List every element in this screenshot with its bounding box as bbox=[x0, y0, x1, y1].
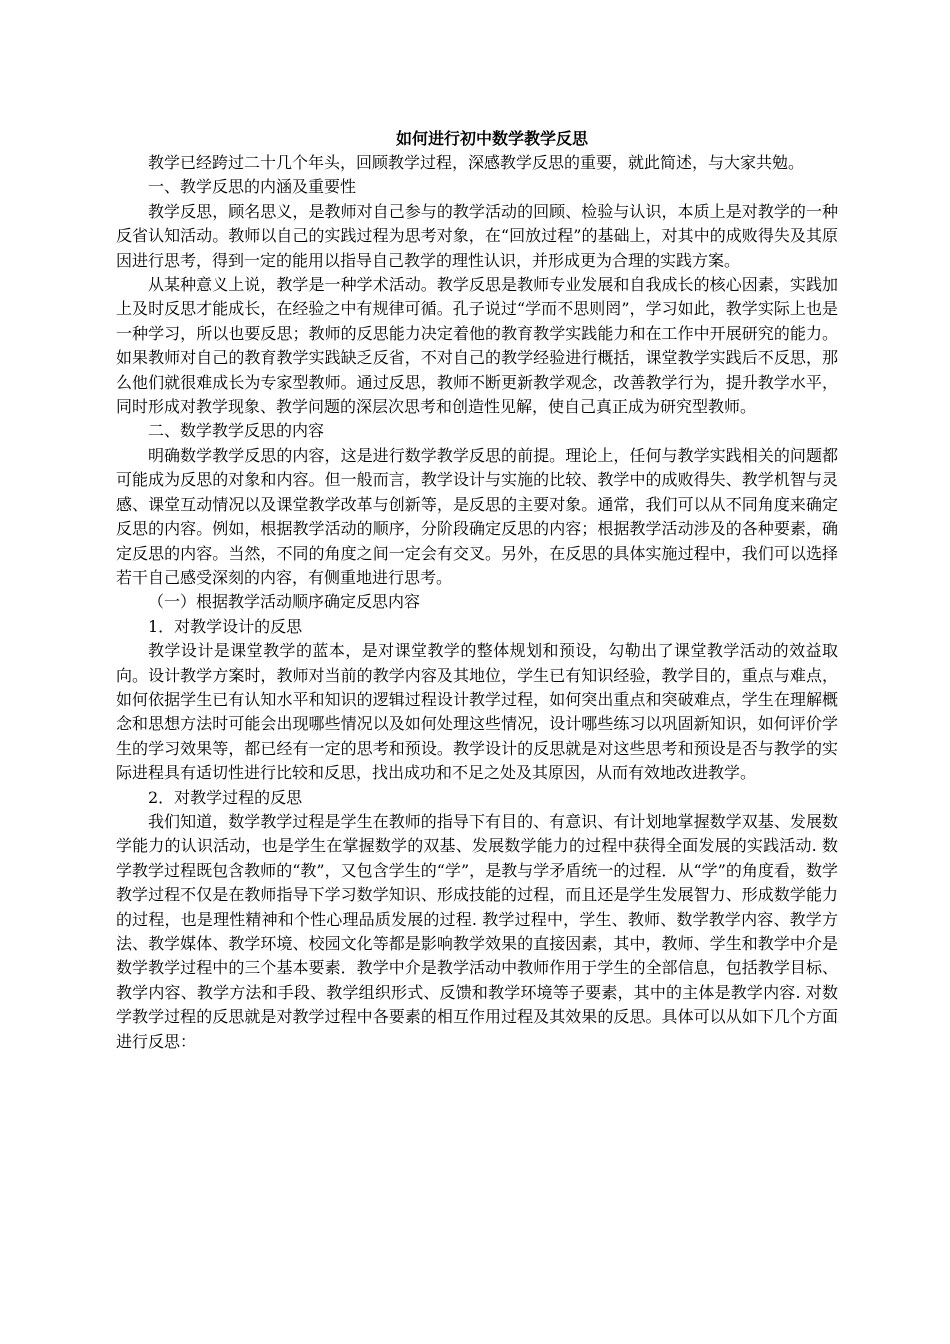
document-title: 如何进行初中数学教学反思 bbox=[395, 129, 588, 148]
body-paragraph: 从某种意义上说，教学是一种学术活动。教学反思是教师专业发展和自我成长的核心因素，实践加上及时反思才能成长，在经验之中有规律可循。孔子说过“学而不思则罔”，学习如此，教学实际上也是一种学习，所以也要反思；教师的反思能力决定着他的教育教学实践能力和在工作中开展研究的能力。如果教师对自己的教育教学实践缺乏反省，不对自己的教学经验进行概括，课堂教学实践后不反思，那么他们就很难成长为专家型教师。通过反思，教师不断更新教学观念，改善教学行为，提升教学水平，同时形成对教学现象、教学问题的深层次思考和创造性见解，使自己真正成为研究型教师。 bbox=[116, 275, 838, 417]
body-paragraph: 明确数学教学反思的内容，这是进行数学教学反思的前提。理论上，任何与教学实践相关的问题都可能成为反思的对象和内容。但一般而言，教学设计与实施的比较、教学中的成败得失、教学机智与灵感、课堂互动情况以及课堂教学改革与创新等，是反思的主要对象。通常，我们可以从不同角度来确定反思的内容。例如，根据教学活动的顺序，分阶段确定反思的内容；根据教学活动涉及的各种要素，确定反思的内容。当然，不同的角度之间一定会有交叉。另外，在反思的具体实施过程中，我们可以选择若干自己感受深刻的内容，有侧重地进行思考。 bbox=[116, 445, 838, 587]
section-heading: 二、数学教学反思的内容 bbox=[148, 421, 325, 441]
section-heading: 2．对教学过程的反思 bbox=[148, 787, 303, 807]
section-heading: （一）根据教学活动顺序确定反思内容 bbox=[148, 592, 421, 612]
document-page bbox=[116, 126, 838, 1054]
body-paragraph: 我们知道，数学教学过程是学生在教师的指导下有目的、有意识、有计划地掌握数学双基、发展数学能力的认识活动，也是学生在掌握数学的双基、发展数学能力的过程中获得全面发展的实践活动. 数学教学过程既包含教师的“教”，又包含学生的“学”，是教与学矛盾统一的过程．从“学”的角度看，数学教学过程不仅是在教师指导下学习数学知识、形成技能的过程，而且还是学生发展智力、形成数学能力的过程，也是理性精神和个性心理品质发展的过程. 教学过程中，学生、教师、数学教学内容、教学方法、教学媒体、教学环境、校园文化等都是影响教学效果的直接因素，其中，教师、学生和教学中介是数学教学过程中的三个基本要素．教学中介是教学活动中教师作用于学生的全部信息，包括教学目标、教学内容、教学方法和手段、教学组织形式、反馈和教学环境等子要素，其中的主体是教学内容. 对数学教学过程的反思就是对教学过程中各要素的相互作用过程及其效果的反思。具体可以从如下几个方面进行反思： bbox=[116, 811, 838, 1051]
body-paragraph: 教学已经跨过二十几个年头，回顾教学过程，深感教学反思的重要，就此简述，与大家共勉。 bbox=[148, 153, 805, 172]
document-body bbox=[116, 151, 838, 1054]
section-heading: 1．对教学设计的反思 bbox=[148, 616, 303, 636]
section-heading: 一、教学反思的内涵及重要性 bbox=[148, 177, 357, 197]
body-paragraph: 教学设计是课堂教学的蓝本，是对课堂教学的整体规划和预设，勾勒出了课堂教学活动的效益取向。设计教学方案时，教师对当前的教学内容及其地位，学生已有知识经验，教学目的，重点与难点，如何依据学生已有认知水平和知识的逻辑过程设计教学过程，如何突出重点和突破难点，学生在理解概念和思想方法时可能会出现哪些情况以及如何处理这些情况，设计哪些练习以巩固新知识，如何评价学生的学习效果等，都已经有一定的思考和预设。教学设计的反思就是对这些思考和预设是否与教学的实际进程具有适切性进行比较和反思，找出成功和不足之处及其原因，从而有效地改进教学。 bbox=[116, 641, 838, 783]
body-paragraph: 教学反思，顾名思义，是教师对自己参与的教学活动的回顾、检验与认识，本质上是对教学的一种反省认知活动。教师以自己的实践过程为思考对象，在“回放过程”的基础上，对其中的成败得失及其原因进行思考，得到一定的能用以指导自己教学的理性认识，并形成更为合理的实践方案。 bbox=[116, 201, 838, 270]
